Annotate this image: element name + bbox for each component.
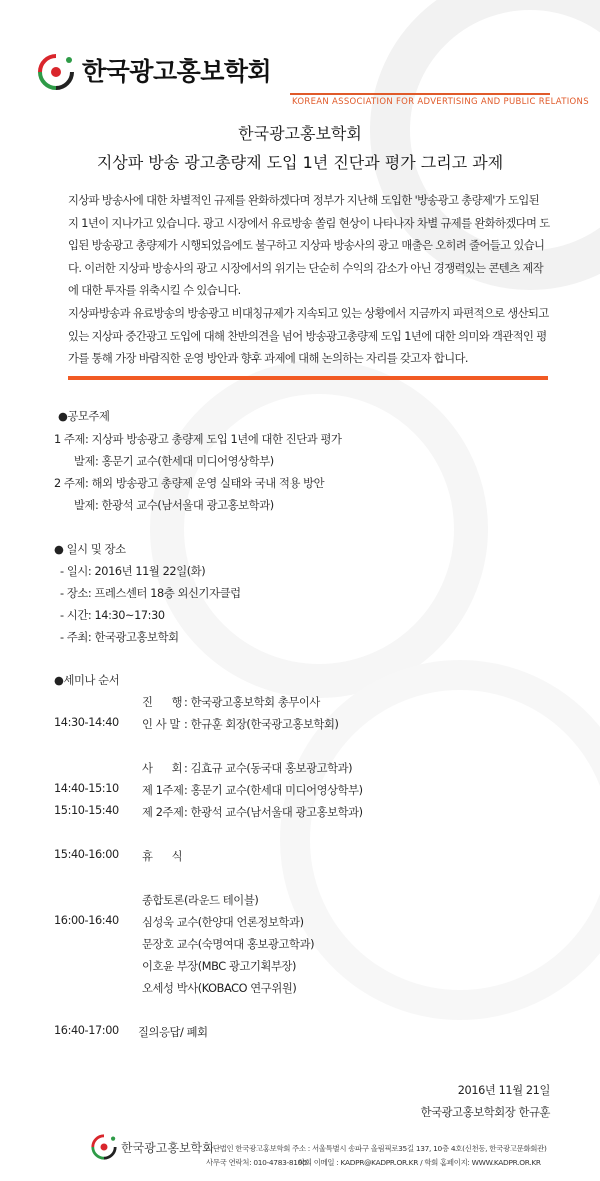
schedule-place: - 장소: 프레스센터 18층 외신기자클럽 [60, 587, 241, 600]
letterhead [0, 0, 600, 110]
program-mc-value: : 한국광고홍보학회 총무이사 [184, 696, 320, 709]
program-mc-label: 진 행 [142, 696, 183, 709]
intro-paragraph: 지상파방송과 유료방송의 방송광고 비대칭규제가 지속되고 있는 상황에서 지금까지 파편적으로 생산되고 있는 지상파 중간광고 도입에 대해 찬반의견을 넘어 방송광고총량제 도입 1년에 대한 의미와 객관적인 평가를 통해 가장 바람직한 운영 방안과 향후 과제에 대해 논의하는 자리를 갖고자 합니다. [68, 306, 549, 366]
program-break-time: 15:40-16:00 [54, 848, 119, 861]
program-chair-value: : 김효규 교수(동국대 홍보광고학과) [184, 762, 353, 775]
header-rule [290, 93, 550, 95]
program-session1-value: : 홍문기 교수(한세대 미디어영상학부) [184, 784, 363, 797]
program-panelist: 문장호 교수(숙명여대 홍보광고학과) [142, 938, 315, 951]
program-greeting-value: : 한규훈 회장(한국광고홍보학회) [184, 718, 339, 731]
program-qa-time: 16:40-17:00 [54, 1024, 119, 1037]
english-name: KOREAN ASSOCIATION FOR ADVERTISING AND PUBLIC RELATIONS [292, 97, 589, 107]
intro-paragraph: 지상파 방송사에 대한 차별적인 규제를 완화하겠다며 정부가 지난해 도입한 '방송광고 총량제'가 도입된 지 1년이 지나가고 있습니다. 광고 시장에서 유료방송 쏠림 현상이 나타나자 차별 규제를 완화하겠다며 도입된 방송광고 총량제가 시행되었음에도 불구하고 지상파 방송사의 광고 매출은 오히려 줄어들고 있습니다. 이러한 지상파 방송사의 광고 시장에서의 위기는 단순히 수익의 감소가 아닌 경쟁력있는 콘텐츠 제작에 대한 투자를 위축시킬 수 있습니다. [68, 194, 550, 298]
schedule-heading: ● 일시 및 장소 [54, 543, 126, 556]
program-session2-value: : 한광석 교수(남서울대 광고홍보학과) [184, 806, 363, 819]
schedule-host: - 주최: 한국광고홍보학회 [60, 631, 179, 644]
program-qa-label: 질의응답/ 폐회 [138, 1026, 208, 1039]
section-divider [68, 376, 548, 380]
topic-1: 1 주제: 지상파 방송광고 총량제 도입 1년에 대한 진단과 평가 [54, 433, 342, 446]
footer-phone: 사무국 연락처: 010-4783-8100 [206, 1158, 307, 1167]
logo-wordmark: 한국광고홍보학회 [82, 57, 272, 86]
program-greeting-time: 14:30-14:40 [54, 716, 119, 729]
program-session1-time: 14:40-15:10 [54, 782, 119, 795]
program-discussion-title: 종합토론(라운드 테이블) [142, 894, 259, 907]
footer-address: 주소 : 서울특별시 송파구 올림픽로35길 137, 10층 4호(신천동, 한국광고문화회관) [292, 1144, 547, 1153]
program-break-label: 휴 식 [142, 850, 183, 863]
program-heading: ●세미나 순서 [54, 674, 120, 687]
program-panelist: 심성욱 교수(한양대 언론정보학과) [142, 916, 304, 929]
footer-org: 사단법인 한국광고홍보학회 [206, 1144, 291, 1153]
program-session2-label: 제 2주제 [142, 806, 184, 819]
background-ring-decoration [280, 660, 600, 1020]
program-chair-label: 사 회 [142, 762, 183, 775]
background-ring-decoration [150, 360, 488, 698]
program-panelist: 이호윤 부장(MBC 광고기획부장) [142, 960, 297, 973]
schedule-time: - 시간: 14:30~17:30 [60, 609, 165, 622]
footer-email: 학회 이메일 : KADPR@KADPR.OR.KR / 학회 홈페이지: WWW.KADPR.OR.KR [298, 1158, 541, 1167]
program-session1-label: 제 1주제 [142, 784, 184, 797]
program-session2-time: 15:10-15:40 [54, 804, 119, 817]
intro-text [68, 190, 552, 371]
topics-heading: ●공모주제 [58, 410, 110, 423]
topic-2-presenter: 발제: 한광석 교수(남서울대 광고홍보학과) [74, 499, 274, 512]
document-title-org: 한국광고홍보학회 [238, 124, 362, 143]
program-panelist: 오세성 박사(KOBACO 연구위원) [142, 982, 297, 995]
topic-2: 2 주제: 해외 방송광고 총량제 운영 실태와 국내 적용 방안 [54, 477, 325, 490]
topic-1-presenter: 발제: 홍문기 교수(한세대 미디어영상학부) [74, 455, 274, 468]
schedule-date: - 일시: 2016년 11월 22일(화) [60, 565, 206, 578]
footer-logo-wordmark: 한국광고홍보학회 [121, 1141, 214, 1155]
program-greeting-label: 인 사 말 [142, 718, 180, 731]
association-logo-icon [90, 1133, 118, 1161]
program-discussion-time: 16:00-16:40 [54, 914, 119, 927]
signature-date: 2016년 11월 21일 [457, 1084, 550, 1097]
signature-name: 한국광고홍보학회장 한규훈 [420, 1106, 550, 1119]
footer [0, 1125, 600, 1181]
document-title: 지상파 방송 광고총량제 도입 1년 진단과 평가 그리고 과제 [96, 153, 504, 172]
association-logo-icon [36, 52, 76, 92]
